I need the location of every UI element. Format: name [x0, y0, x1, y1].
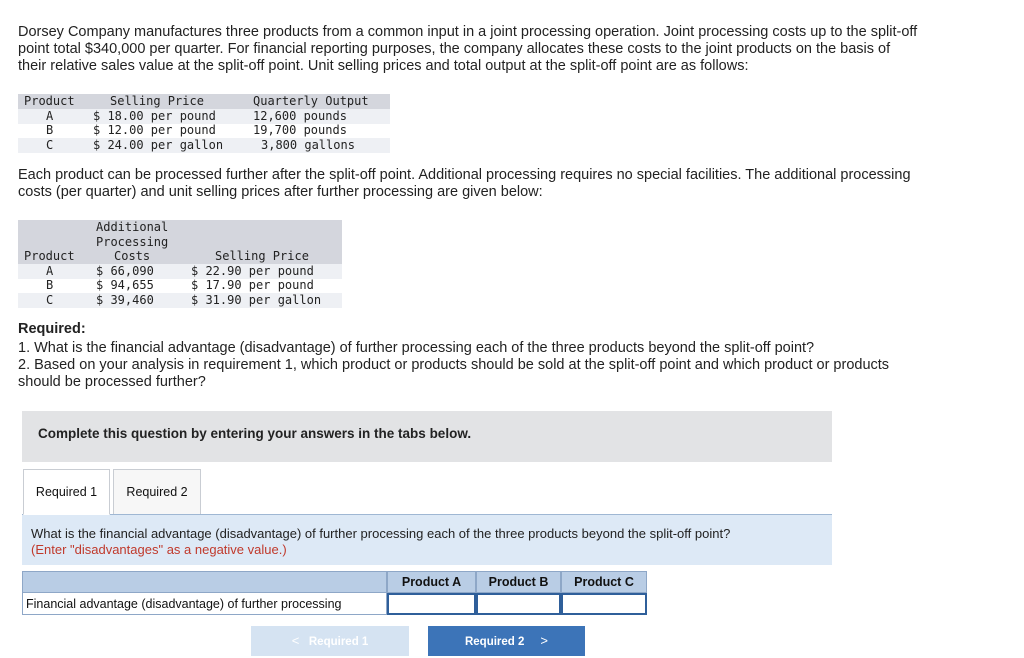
- table-cell: $ 31.90 per gallon: [191, 292, 322, 307]
- table-cell: 19,700 pounds: [253, 123, 347, 137]
- next-tab-button[interactable]: [428, 626, 585, 656]
- answer-grid-header: [22, 571, 387, 593]
- table-cell: $ 94,655: [96, 278, 154, 292]
- intro-paragraph: Dorsey Company manufactures three products from a common input in a joint processing operation. Joint processing costs up to the split-off point total $340,000 per quarter. For financial reporting purposes, the company allocates these costs to the joint products on the basis of their relative sales value at the split-off point. Unit selling prices and total output at the split-off point are as follows:: [18, 24, 918, 74]
- chevron-right-icon: >: [540, 633, 548, 648]
- product-b-input[interactable]: [476, 593, 561, 615]
- column-product-a: Product A: [387, 571, 476, 593]
- tab-required-2[interactable]: Required 2: [113, 469, 201, 515]
- requirement-2-text: 2. Based on your analysis in requirement 1, which product or products should be sold at the split-off point and which product or products should be processed further?: [18, 357, 890, 390]
- table-cell: C: [46, 292, 54, 307]
- instructions-text: Complete this question by entering your answers in the tabs below.: [38, 426, 472, 441]
- row-label-financial-advantage: Financial advantage (disadvantage) of further processing: [22, 593, 387, 615]
- header-quarterly-output: Quarterly Output: [253, 94, 369, 108]
- table-cell: A: [46, 263, 54, 278]
- question-panel: [22, 514, 832, 565]
- table-cell: B: [46, 123, 54, 137]
- chevron-left-icon: <: [291, 633, 300, 648]
- table-cell: $ 22.90 per pound: [191, 263, 314, 278]
- column-product-b: Product B: [476, 571, 561, 593]
- header-costs: Costs: [114, 249, 151, 263]
- table-cell: $ 66,090: [96, 263, 154, 278]
- header-product: Product: [24, 249, 75, 263]
- column-product-c: Product C: [561, 571, 647, 593]
- table-cell: A: [46, 108, 54, 123]
- question-text: What is the financial advantage (disadvantage) of further processing each of the three products beyond the split-off point?: [31, 526, 731, 541]
- product-c-input[interactable]: [561, 593, 647, 615]
- header-selling-price: Selling Price: [215, 249, 309, 263]
- required-heading: Required:: [18, 321, 86, 337]
- table-cell: $ 39,460: [96, 292, 154, 307]
- table-cell: $ 12.00 per pound: [93, 123, 216, 137]
- table-cell: 3,800 gallons: [261, 137, 355, 152]
- table-cell: $ 24.00 per gallon: [93, 137, 224, 152]
- header-product: Product: [24, 94, 75, 108]
- previous-label: Required 1: [308, 636, 369, 648]
- instructions-banner: [22, 411, 832, 462]
- header-processing: Processing: [96, 234, 169, 249]
- table-cell: C: [46, 137, 54, 152]
- previous-tab-button[interactable]: [251, 626, 409, 656]
- table-cell: $ 18.00 per pound: [93, 108, 216, 123]
- tab-required-1[interactable]: Required 1: [23, 469, 110, 515]
- further-processing-paragraph: Each product can be processed further after the split-off point. Additional processing requires no special facilities. The additional processing costs (per quarter) and unit selling prices after further processing are given below:: [18, 167, 911, 200]
- table-cell: B: [46, 278, 54, 292]
- table-cell: $ 17.90 per pound: [191, 278, 314, 292]
- product-a-input[interactable]: [387, 593, 476, 615]
- requirement-1-text: 1. What is the financial advantage (disadvantage) of further processing each of the three products beyond the split-off point?: [18, 340, 815, 356]
- next-label: Required 2: [464, 636, 525, 648]
- header-additional: Additional: [96, 220, 169, 234]
- table-cell: 12,600 pounds: [253, 108, 347, 123]
- header-selling-price: Selling Price: [110, 94, 204, 108]
- question-hint: (Enter "disadvantages" as a negative value.): [31, 542, 287, 557]
